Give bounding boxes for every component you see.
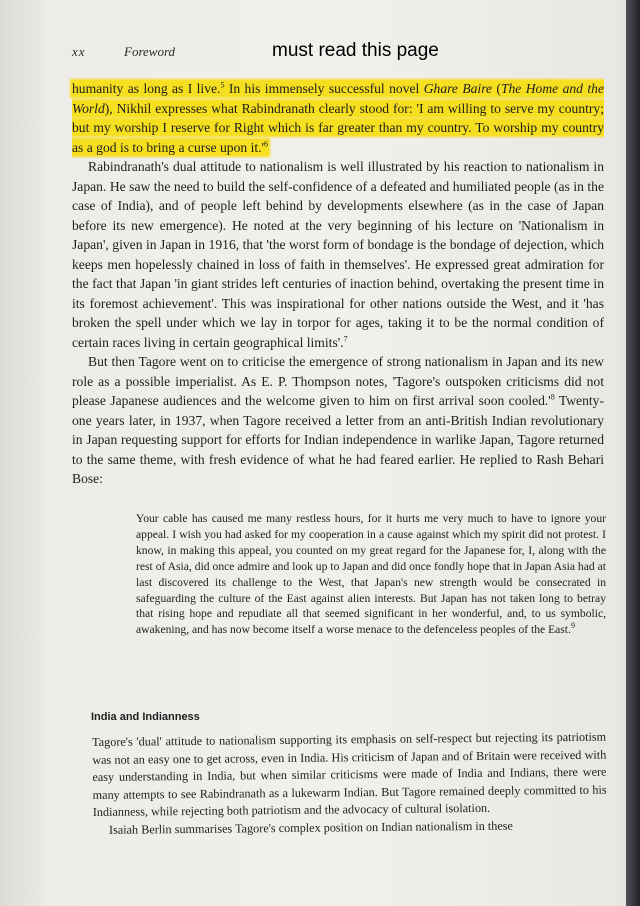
running-title: Foreword [124,44,176,59]
text-run: In his immensely successful novel [224,81,424,96]
page-edge-shadow [626,0,640,906]
section-paragraph-1: Tagore's 'dual' attitude to nationalism supporting its emphasis on self-respect but rejecting its patriotism was not an easy one to get across, even in India. His criticism of Japan and of Britain were received with easy understanding in India, but when similar criticisms were made of India and Indians, there were many attempts to see Rabindranath as a lukewarm Indian. But Tagore remained deeply committed to his Indianness, while rejecting both patriotism and the advocacy of cultural isolation. [92,729,607,819]
quote-paragraph [136,511,606,638]
text-run: Your cable has caused me many restless hours, for it hurts me very much to have to ignore your appeal. I wish you had asked for my cooperation in a cause against which my spirit did not protest. I know, in making this appeal, you counted on my great regard for the Japanese for, I, along with the rest of Asia, did once admire and look up to Japan and did once fondly hope that in Japan Asia had at last discovered its challenge to the West, that Japan's new strength would be consecrated in safeguarding the culture of the East against alien interests. But Japan has not taken long to betray that rising hope and repudiate all that seemed significant in her wonderful, and, to us symbolic, awakening, and has now become itself a worse menace to the defenceless peoples of the East. [136,512,606,637]
text-run: ( [492,81,501,96]
section-paragraph-2: Isaiah Berlin summarises Tagore's complex position on Indian nationalism in these [108,818,513,837]
footnote-ref: 9 [570,621,575,631]
annotation-note: must read this page [272,40,439,61]
text-run: humanity as long as I live. [72,81,221,96]
footnote-ref: 5 [220,80,225,90]
highlighted-passage [72,81,604,155]
footnote-ref: 7 [343,333,348,343]
text-run: But then Tagore went on to criticise the emergence of strong nationalism in Japan and its new role as a possible imperialist. As E. P. Thompson notes, 'Tagore's outspoken criticisms did not please Japanese audiences and the welcome given to him on first arrival soon cooled.' [72,354,604,408]
section-heading: India and Indianness [91,711,200,723]
block-quote [136,511,606,638]
page-number: xx [72,44,86,59]
section-text [92,729,607,839]
paragraph-japan [72,157,604,352]
text-run: Rabindranath's dual attitude to nationalism is well illustrated by his reaction to nationalism in Japan. He saw the need to build the self-confidence of a defeated and humiliated people (as in the case of India), and of people left behind by developments elsewhere (as in the case of Japan before its new emergence). He noted at the very beginning of his lecture on 'Nationalism in Japan', given in Japan in 1916, that 'the worst form of bondage is the bondage of dejection, which keeps men hopelessly chained in loss of faith in themselves'. He expressed great admiration for the fact that Japan 'in giant strides left centuries of inaction behind, overtaking the present time in its foremost achievement'. This was inspirational for other nations outside the West, and it 'has broken the spell under which we lay in torpor for ages, taking it to be the normal condition of certain races living in certain geographical limits'. [72,159,604,350]
novel-english-title: The Home and the World [72,81,604,116]
text-run: Twenty-one years later, in 1937, when Tagore received a letter from an anti-British Indian revolutionary in Japan requesting support for efforts for Indian independence in warlike Japan, Tagore returned to the same theme, with fresh evidence of what he had feared earlier. He replied to Rash Behari Bose: [72,393,604,486]
text-run: ), Nikhil expresses what Rabindranath clearly stood for: 'I am willing to serve my country; but my worship I reserve for Right which is far greater than my country. To worship my country as a god is to bring a curse upon it.' [72,100,604,155]
novel-title: Ghare Baire [423,81,493,96]
main-text [72,79,604,489]
paragraph-criticise [72,352,604,489]
footnote-ref: 6 [263,138,268,148]
paragraph-continuation [72,79,604,157]
footnote-ref: 8 [550,392,555,402]
